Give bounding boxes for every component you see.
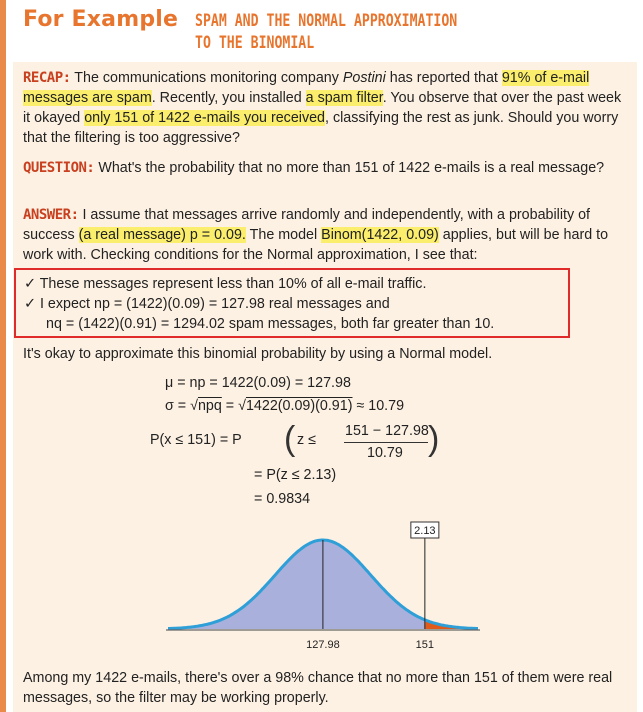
highlight-spam-filter: a spam filter xyxy=(305,90,383,106)
conclusion-paragraph: Among my 1422 e-mails, there's over a 98% chance that no more than 151 of them were real messages, so the filter may be working properly. xyxy=(23,670,613,706)
answer-label: ANSWER: xyxy=(23,207,79,223)
z-label: 2.13 xyxy=(414,525,436,537)
example-title-line1: SPAM AND THE NORMAL APPROXIMATION xyxy=(195,11,458,30)
recap-label: RECAP: xyxy=(23,70,71,86)
company-name: Postini xyxy=(342,70,386,86)
sd-approx: ≈ 10.79 xyxy=(352,398,405,414)
sd-lhs: σ = √ xyxy=(165,398,198,414)
tick-label-cutoff: 151 xyxy=(415,639,435,651)
prob-line3: = 0.9834 xyxy=(254,491,311,507)
highlight-probability: (a real message) p = 0.09. xyxy=(78,227,246,243)
recap-text: . Recently, you installed xyxy=(151,90,306,106)
tick-label-mean: 127.98 xyxy=(306,639,340,651)
example-title-line2: TO THE BINOMIAL xyxy=(195,33,315,52)
recap-text: The communications monitoring company xyxy=(70,70,343,86)
recap-text: . You observe that over the past week it okayed xyxy=(23,90,622,126)
question-label: QUESTION: xyxy=(23,160,95,176)
left-paren: ( xyxy=(284,420,296,458)
okay-paragraph: It's okay to approximate this binomial probability by using a Normal model. xyxy=(23,346,493,362)
recap-text: has reported that xyxy=(385,70,502,86)
highlight-spam-rate: 91% of e-mail messages are spam xyxy=(23,70,590,106)
fraction-numerator: 151 − 127.98 xyxy=(345,423,429,439)
prob-line2: = P(z ≤ 2.13) xyxy=(254,467,337,483)
sd-npq: npq xyxy=(197,398,222,414)
highlight-model: Binom(1422, 0.09) xyxy=(321,227,439,243)
condition-1: ✓ These messages represent less than 10% of all e-mail traffic. xyxy=(24,276,427,292)
question-text: What's the probability that no more than 151 of 1422 e-mails is a real message? xyxy=(94,160,605,176)
prob-lhs: P(x ≤ 151) = P xyxy=(150,432,242,448)
highlight-okayed-count: only 151 of 1422 e-mails you received xyxy=(84,110,326,126)
answer-text: The model xyxy=(245,227,322,243)
answer-text: I assume that messages arrive randomly and independently, with a probability of success xyxy=(23,207,591,243)
example-heading: For Example xyxy=(23,7,179,32)
sd-eq: = √ xyxy=(221,398,246,414)
condition-2: ✓ I expect np = (1422)(0.09) = 127.98 real messages and xyxy=(24,296,390,312)
answer-text: applies, but will be hard to work with. Checking conditions for the Normal approximation, I see that: xyxy=(23,227,609,263)
recap-text: , classifying the rest as junk. Should you worry that the filtering is too aggressive? xyxy=(23,110,619,146)
right-paren: ) xyxy=(428,420,440,458)
fraction-denominator: 10.79 xyxy=(367,445,403,461)
sd-arg: 1422(0.09)(0.91) xyxy=(245,398,353,414)
mean-equation: μ = np = 1422(0.09) = 127.98 xyxy=(165,375,351,391)
prob-z: z ≤ xyxy=(297,432,316,448)
condition-2-continued: nq = (1422)(0.91) = 1294.02 spam messages, both far greater than 10. xyxy=(46,316,495,332)
